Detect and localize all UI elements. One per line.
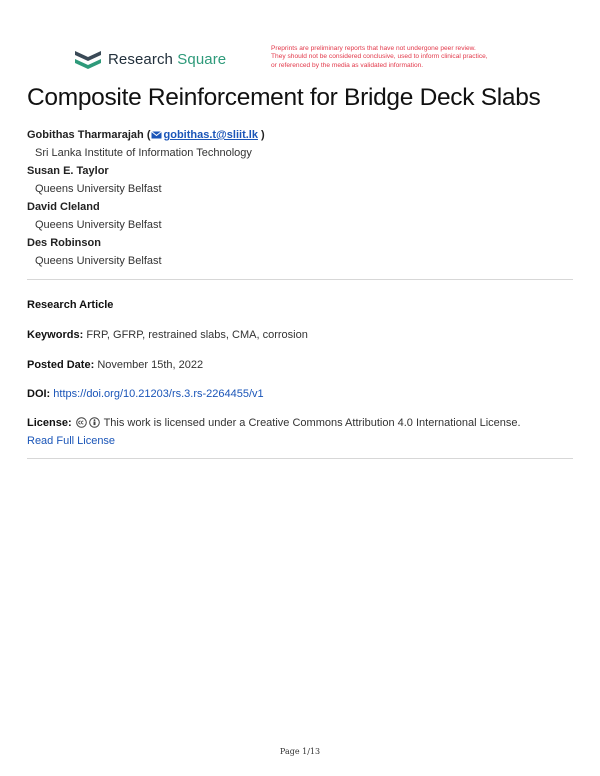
posted-date-label: Posted Date: xyxy=(27,359,95,371)
article-type: Research Article xyxy=(27,299,114,311)
disclaimer-line: They should not be considered conclusive, used to inform clinical practice, xyxy=(271,53,488,61)
author-affiliation: Queens University Belfast xyxy=(35,219,162,231)
author-name: Des Robinson xyxy=(27,237,101,249)
mail-icon xyxy=(151,131,162,139)
author-name: David Cleland xyxy=(27,201,100,213)
email-close-paren: ) xyxy=(261,129,265,141)
author-name: Susan E. Taylor xyxy=(27,165,109,177)
logo-wordmark: Research Square xyxy=(108,50,227,68)
keywords-row xyxy=(27,329,308,341)
divider xyxy=(27,458,573,459)
posted-date-row xyxy=(27,359,203,371)
read-license-row xyxy=(27,435,115,447)
preprint-disclaimer xyxy=(271,45,551,70)
author-list xyxy=(27,126,265,270)
posted-date-value: November 15th, 2022 xyxy=(97,359,204,371)
author-affiliation: Sri Lanka Institute of Information Technology xyxy=(35,147,252,159)
disclaimer-line: or referenced by the media as validated information. xyxy=(271,61,424,69)
license-text: This work is licensed under a Creative Commons Attribution 4.0 International License. xyxy=(103,417,521,429)
research-square-logo[interactable] xyxy=(74,48,226,70)
author-affiliation: Queens University Belfast xyxy=(35,183,162,195)
read-full-license-link[interactable]: Read Full License xyxy=(27,435,116,447)
email-open-paren: ( xyxy=(146,129,151,141)
author-email-link[interactable]: gobithas.t@sliit.lk xyxy=(163,129,258,141)
license-label: License: xyxy=(27,417,72,429)
keywords-label: Keywords: xyxy=(27,329,84,341)
paper-title: Composite Reinforcement for Bridge Deck Slabs xyxy=(27,84,541,111)
license-row xyxy=(27,417,521,429)
cc-icon xyxy=(76,417,87,428)
author-name: Gobithas Tharmarajah ( gobithas.t@sliit.lk ) xyxy=(27,129,265,141)
page-number: Page 1/13 xyxy=(279,747,321,756)
doi-label: DOI: xyxy=(27,388,51,400)
keywords-value: FRP, GFRP, restrained slabs, CMA, corrosion xyxy=(86,329,308,341)
doi-link[interactable]: https://doi.org/10.21203/rs.3.rs-2264455/v1 xyxy=(53,388,264,400)
attribution-icon xyxy=(89,417,100,428)
doi-row xyxy=(27,388,264,400)
research-square-logo-icon xyxy=(74,48,102,70)
author-affiliation: Queens University Belfast xyxy=(35,255,162,267)
divider xyxy=(27,279,573,280)
disclaimer-line: Preprints are preliminary reports that have not undergone peer review. xyxy=(271,45,476,52)
